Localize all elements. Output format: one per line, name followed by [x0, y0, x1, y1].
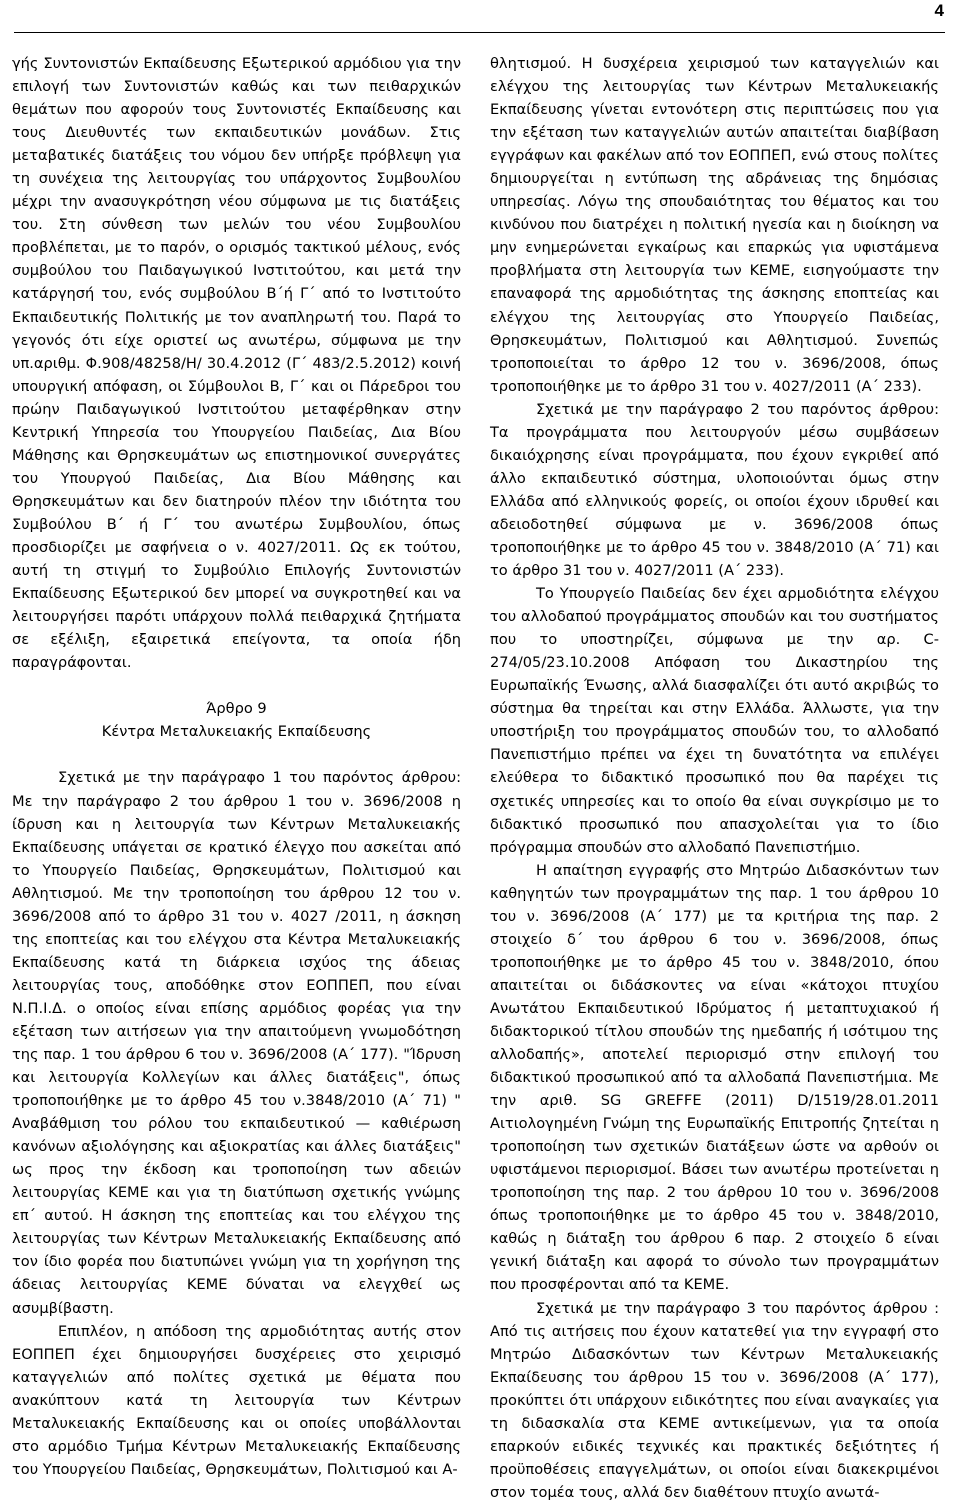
page-number: 4 [934, 1, 944, 20]
paragraph: Επιπλέον, η απόδοση της αρμοδιότητας αυτής στον ΕΟΠΠΕΠ έχει δημιουργήσει δυσχέρειες στο χειρισμό καταγγελιών από πολίτες σχετικά με θέματα που ανακύπτουν κατά τη λειτουργία των Κέντρων Μεταλυκειακής Εκπαίδευσης και οι οποίες υποβάλλονται στο αρμόδιο Τμήμα Κέντρων Μεταλυκειακής Εκπαίδευσης του Υπουργείου Παιδείας, Θρησκευμάτων, Πολιτισμού και Α- [12, 1322, 461, 1478]
paragraph: γής Συντονιστών Εκπαίδευσης Εξωτερικού αρμόδιου για την επιλογή των Συντονιστών καθώς και των πειθαρχικών θεμάτων που αφορούν τους Συντονιστές Εκπαίδευσης και τους Διευθυντές των εκπαιδευτικών μονάδων. Στις μεταβατικές διατάξεις του νόμου δεν υπήρξε πρόβλεψη για τη συνέχεια της λειτουργίας του υπάρχοντος Συμβουλίου μέχρι την ανασυγκρότηση νέου σύμφωνα με τις διατάξεις του. Στη σύνθεση των μελών του νέου Συμβουλίου προβλέπεται, με το παρόν, ο ορισμός τακτικού μέλους, ενός συμβούλου του Παιδαγωγικού Ινστιτούτου, και μετά την κατάργησή του, ενός συμβούλου Β΄ή Γ΄ από το Ινστιτούτο Εκπαιδευτικής Πολιτικής με τον αναπληρωτή του. Παρά το γεγονός ότι είχε οριστεί ως ανωτέρω, σύμφωνα με την υπ.αριθμ. Φ.908/48258/Η/ 30.4.2012 (Γ΄ 483/2.5.2012) κοινή υπουργική απόφαση, οι Σύμβουλοι Β, Γ΄ και οι Πάρεδροι του πρώην Παιδαγωγικού Ινστιτούτου μεταφέρθηκαν στην Κεντρική Υπηρεσία του Υπουργείου Παιδείας, Δια Βίου Μάθησης και Θρησκευμάτων ως επιστημονικοί συνεργάτες του Υπουργού Παιδείας, Δια Βίου Μάθησης και Θρησκευμάτων και δεν διατηρούν πλέον την ιδιότητα του Συμβούλου Β΄ ή Γ΄ του ανωτέρω Συμβουλίου, όπως προσδιορίζει με σαφήνεια ο ν. 4027/2011. Ως εκ τούτου, αυτή τη στιγμή το Συμβούλιο Επιλογής Συντονιστών Εκπαίδευσης Εξωτερικού δεν μπορεί να συγκροτηθεί και να λειτουργήσει παρότι υπάρχουν πολλά πειθαρχικά ζητήματα σε εξέλιξη, εξαιρετικά επείγοντα, τα οποία ήδη παραγράφονται. [12, 55, 461, 672]
right-column [490, 52, 939, 1504]
paragraph: Η απαίτηση εγγραφής στο Μητρώο Διδασκόντων των καθηγητών των προγραμμάτων της παρ. 1 του άρθρου 10 του ν. 3696/2008 (Α΄ 177) με τα κριτήρια της παρ. 2 στοιχείο δ΄ του άρθρου 6 του ν. 3696/2008, όπως τροποποιήθηκε με το άρθρο 45 του ν. 3848/2010, όπου απαιτείται οι διδάσκοντες να είναι «κάτοχοι πτυχίου Ανωτάτου Εκπαιδευτικού Ιδρύματος ή μεταπτυχιακού ή διδακτορικού τίτλου σπουδών της ημεδαπής ή ισότιμου της αλλοδαπής», αποτελεί περιορισμό στην επιλογή του διδακτικού προσωπικού από τα αλλοδαπά Πανεπιστήμια. Με την αριθ. SG GREFFE (2011) D/1519/28.01.2011 Αιτιολογημένη Γνώμη της Ευρωπαϊκής Επιτροπής ζητείται η τροποποίηση των σχετικών διατάξεων ώστε να αρθούν οι υφιστάμενοι περιορισμοί. Βάσει των ανωτέρω προτείνεται η τροποποίηση της παρ. 2 του άρθρου 10 του ν. 3696/2008 όπως τροποποιήθηκε με το άρθρο 45 του ν. 3848/2010, καθώς η διάταξη του άρθρου 6 παρ. 2 στοιχείο δ είναι γενική διάταξη και αφορά το σύνολο των προγραμμάτων που προσφέρονται από τα ΚΕΜΕ. [490, 861, 939, 1294]
article-number: Άρθρο 9 [206, 700, 267, 718]
article-title: Κέντρα Μεταλυκειακής Εκπαίδευσης [101, 723, 372, 741]
paragraph: Το Υπουργείο Παιδείας δεν έχει αρμοδιότητα ελέγχου του αλλοδαπού προγράμματος σπουδών και του συστήματος που το υποστηρίζει, σύμφωνα με την αρ. C-274/05/23.10.2008 Απόφαση του Δικαστηρίου της Ευρωπαϊκής Ένωσης, αλλά διασφαλίζει ότι αυτό ακριβώς το σύστημα θα τηρείται και στην Ελλάδα. Άλλωστε, για την υποστήριξη του προγράμματος σπουδών του, το αλλοδαπό Πανεπιστήμιο πρέπει να έχει τη δυνατότητα να επιλέγει ελεύθερα το διδακτικό προσωπικό που θα παρέχει τις σχετικές υπηρεσίες και το οποίο θα είναι συγκρίσιμο με το διδακτικό προσωπικό που απασχολείται για το ίδιο πρόγραμμα σπουδών στο αλλοδαπό Πανεπιστήμιο. [490, 585, 939, 856]
paragraph: Σχετικά με την παράγραφο 2 του παρόντος άρθρου: Τα προγράμματα που λειτουργούν μέσω συμβάσεων δικαιόχρησης είναι προγράμματα, που έχουν εγκριθεί από άλλο εκπαιδευτικό σύστημα, υλοποιούνται όμως στην Ελλάδα από ελληνικούς φορείς, οι οποίοι έχουν ιδρυθεί και αδειοδοτηθεί σύμφωνα με ν. 3696/2008 όπως τροποποιήθηκε με το άρθρο 45 του ν. 3848/2010 (Α΄ 71) και το άρθρο 31 του ν. 4027/2011 (Α΄ 233). [490, 400, 939, 580]
header-rule [14, 32, 945, 33]
left-column [12, 52, 461, 1481]
paragraph: θλητισμού. Η δυσχέρεια χειρισμού των καταγγελιών και ελέγχου της λειτουργίας των Κέντρων Μεταλυκειακής Εκπαίδευσης γίνεται εντονότερη στις περιπτώσεις που για την εξέταση των καταγγελιών αυτών απαιτείται διαβίβαση εγγράφων και φακέλων από τον ΕΟΠΠΕΠ, ενώ στους πολίτες δημιουργείται η εντύπωση της αδράνειας της δημόσιας υπηρεσίας. Λόγω της σπουδαιότητας του θέματος και του κινδύνου που διατρέχει η πολιτική ηγεσία και η διοίκηση να μην ενημερώνεται εγκαίρως και επαρκώς για υφιστάμενα προβλήματα στη λειτουργία των ΚΕΜΕ, εισηγούμαστε την επαναφορά της αρμοδιότητας της άσκησης εποπτείας και ελέγχου της λειτουργίας στο Υπουργείο Παιδείας, Θρησκευμάτων, Πολιτισμού και Αθλητισμού. Συνεπώς τροποποιείται το άρθρο 12 του ν. 3696/2008, όπως τροποποιήθηκε με το άρθρο 31 του ν. 4027/2011 (Α΄ 233). [490, 55, 939, 395]
paragraph: Σχετικά με την παράγραφο 1 του παρόντος άρθρου: Με την παράγραφο 2 του άρθρου 1 του ν. 3696/2008 η ίδρυση και η λειτουργία των Κέντρων Μεταλυκειακής Εκπαίδευσης υπάγεται σε κρατικό έλεγχο που ασκείται από το Υπουργείο Παιδείας, Θρησκευμάτων, Πολιτισμού και Αθλητισμού. Με την τροποποίηση του άρθρου 12 του ν. 3696/2008 από το άρθρο 31 του ν. 4027 /2011, η άσκηση της εποπτείας και του ελέγχου στα Κέντρα Μεταλυκειακής Εκπαίδευσης κατά τη διάρκεια ισχύος της άδειας λειτουργίας τους, αποδόθηκε στον ΕΟΠΠΕΠ, που είναι Ν.Π.Ι.Δ. ο οποίος είναι επίσης αρμόδιος φορέας για την εξέταση των αιτήσεων για την απαιτούμενη γνωμοδότηση της παρ. 1 του άρθρου 6 του ν. 3696/2008 (Α΄ 177). "Ίδρυση και λειτουργία Κολλεγίων και άλλες διατάξεις", όπως τροποποιήθηκε με το άρθρο 45 του ν.3848/2010 (Α΄ 71) " Αναβάθμιση του ρόλου του εκπαιδευτικού — καθιέρωση κανόνων αξιολόγησης και αξιοκρατίας και άλλες διατάξεις" ως προς την έκδοση και τροποποίηση των αδειών λειτουργίας ΚΕΜΕ και για τη διατύπωση σχετικής γνώμης επ΄ αυτού. Η άσκηση της εποπτείας και του ελέγχου της λειτουργίας των Κέντρων Μεταλυκειακής Εκπαίδευσης από τον ίδιο φορέα που διατυπώνει γνώμη για τη χορήγηση της άδειας λειτουργίας ΚΕΜΕ δύναται να ελεγχθεί ως ασυμβίβαστη. [12, 769, 461, 1317]
paragraph: Σχετικά με την παράγραφο 3 του παρόντος άρθρου : Από τις αιτήσεις που έχουν κατατεθεί για την εγγραφή στο Μητρώο Διδασκόντων των Κέντρων Μεταλυκειακής Εκπαίδευσης του άρθρου 15 του ν. 3696/2008 (Α΄ 177), προκύπτει ότι υπάρχουν ειδικότητες που είναι αναγκαίες για τη διδασκαλία στα ΚΕΜΕ αντικείμενων, για τα οποία επαρκούν ειδικές τεχνικές και πρακτικές δεξιότητες ή προϋποθέσεις επαγγελμάτων, οι οποίοι είναι διακεκριμένοι στον τομέα τους, αλλά δεν διαθέτουν πτυχίο ανωτά- [490, 1299, 939, 1501]
